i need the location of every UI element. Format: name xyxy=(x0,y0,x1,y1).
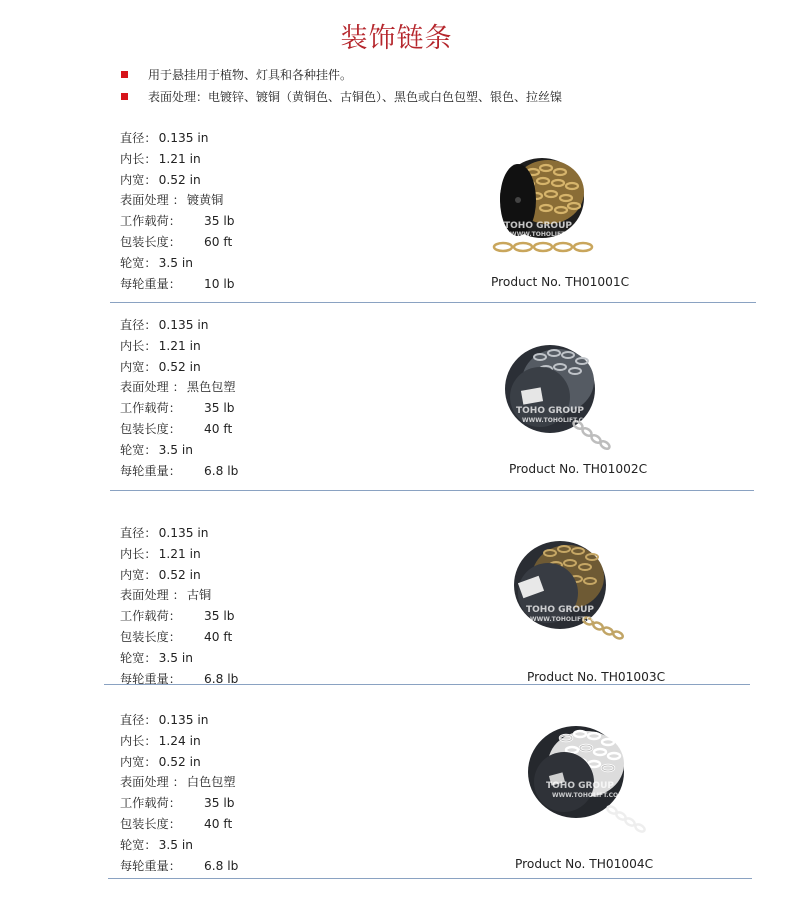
spec-pack-length: 包装长度： 40 ft xyxy=(120,629,233,644)
watermark-text: TOHO GROUP xyxy=(504,221,572,231)
spec-inner-width: 内宽： 0.52 in xyxy=(120,359,201,374)
red-square-bullet-icon xyxy=(121,71,128,78)
spec-list xyxy=(120,128,235,294)
spec-reel-weight: 每轮重量： 6.8 lb xyxy=(120,463,239,478)
spec-load: 工作载荷： 35 lb xyxy=(120,214,235,229)
spec-surface: 表面处理 ： 黑色包塑 xyxy=(120,380,236,395)
product-block-th01003c xyxy=(0,523,793,713)
product-block-th01004c xyxy=(0,710,793,900)
watermark-url: WWW.TOHOLIFT.COM xyxy=(552,792,625,799)
spec-pack-length: 包装长度： 40 ft xyxy=(120,421,233,436)
spec-diameter: 直径： 0.135 in xyxy=(120,526,209,540)
spec-surface: 表面处理 ： 白色包塑 xyxy=(120,775,236,790)
feature-text: 表面处理：电镀锌、镀铜（黄铜色、古铜色）、黑色或白色包塑、银色、拉丝镍 xyxy=(148,90,563,104)
spec-diameter: 直径： 0.135 in xyxy=(120,131,209,145)
spec-list xyxy=(120,523,239,689)
red-square-bullet-icon xyxy=(121,93,128,100)
watermark-text: TOHO GROUP xyxy=(516,406,584,416)
section-divider xyxy=(108,878,752,879)
spec-load: 工作载荷： 35 lb xyxy=(120,796,235,811)
section-divider xyxy=(110,302,756,303)
section-divider xyxy=(104,684,750,685)
feature-list xyxy=(121,66,562,110)
spec-surface: 表面处理 ： 古铜 xyxy=(120,588,212,603)
feature-text: 用于悬挂用于植物、灯具和各种挂件。 xyxy=(148,68,353,82)
product-block-th01002c xyxy=(0,315,793,505)
chain-reel-bronze-image xyxy=(508,535,633,650)
watermark-url: WWW.TOHOLIFT.COM xyxy=(530,616,603,623)
chain-reel-brass-image xyxy=(488,150,598,260)
feature-item-finish xyxy=(121,88,562,110)
spec-surface: 表面处理 ： 镀黄铜 xyxy=(120,193,224,208)
spec-reel-weight: 每轮重量： 6.8 lb xyxy=(120,671,239,686)
page-title: 装饰链条 xyxy=(340,23,453,54)
watermark-url: WWW.TOHOLIFT.COM xyxy=(522,417,595,424)
spec-inner-length: 内长： 1.21 in xyxy=(120,546,201,561)
spec-inner-width: 内宽： 0.52 in xyxy=(120,172,201,187)
spec-reel-weight: 每轮重量： 6.8 lb xyxy=(120,858,239,873)
spec-diameter: 直径： 0.135 in xyxy=(120,713,209,727)
spec-inner-length: 内长： 1.24 in xyxy=(120,733,201,748)
spec-reel-width: 轮宽： 3.5 in xyxy=(120,837,193,852)
spec-pack-length: 包装长度： 60 ft xyxy=(120,234,233,249)
product-number: Product No. TH01003C xyxy=(527,670,666,684)
product-number: Product No. TH01001C xyxy=(491,275,630,289)
section-divider xyxy=(110,490,754,491)
watermark-text: TOHO GROUP xyxy=(546,781,614,791)
spec-pack-length: 包装长度： 40 ft xyxy=(120,816,233,831)
spec-inner-width: 内宽： 0.52 in xyxy=(120,567,201,582)
spec-list xyxy=(120,315,239,481)
spec-load: 工作载荷： 35 lb xyxy=(120,401,235,416)
chain-reel-white-image xyxy=(520,720,660,842)
spec-reel-width: 轮宽： 3.5 in xyxy=(120,442,193,457)
chain-reel-black-image xyxy=(500,337,620,452)
product-number: Product No. TH01002C xyxy=(509,462,648,476)
spec-inner-length: 内长： 1.21 in xyxy=(120,338,201,353)
spec-reel-width: 轮宽： 3.5 in xyxy=(120,650,193,665)
watermark-text: TOHO GROUP xyxy=(526,605,594,615)
spec-list xyxy=(120,710,239,876)
product-number: Product No. TH01004C xyxy=(515,857,654,871)
spec-inner-length: 内长： 1.21 in xyxy=(120,151,201,166)
spec-load: 工作载荷： 35 lb xyxy=(120,609,235,624)
watermark-url: WWW.TOHOLIFT.COM xyxy=(510,231,583,238)
spec-diameter: 直径： 0.135 in xyxy=(120,318,209,332)
spec-reel-weight: 每轮重量： 10 lb xyxy=(120,276,235,291)
spec-reel-width: 轮宽： 3.5 in xyxy=(120,255,193,270)
product-block-th01001c xyxy=(0,128,793,318)
spec-inner-width: 内宽： 0.52 in xyxy=(120,754,201,769)
feature-item-usage xyxy=(121,66,562,88)
